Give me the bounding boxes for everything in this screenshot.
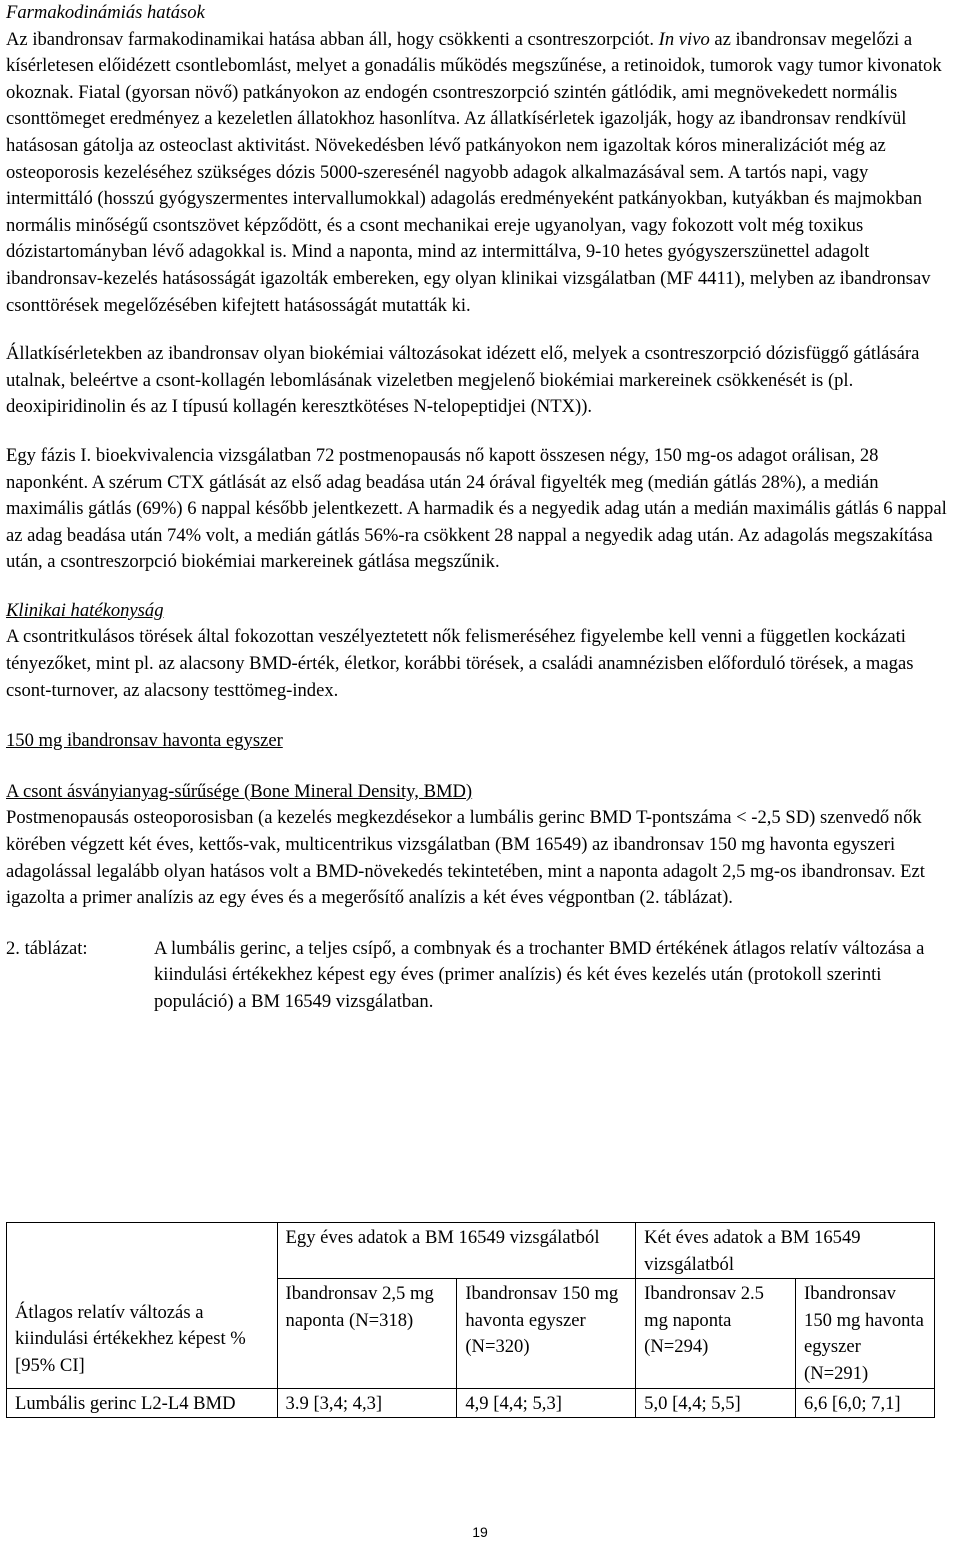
table-caption-label: 2. táblázat: xyxy=(6,937,88,959)
paragraph-pharmacodynamics-2: Állatkísérletekben az ibandronsav olyan biokémiai változásokat idézett elő, melyek a csontreszorpció dózisfüggő gátlására utalnak, beleértve a csont-kollagén lebomlásának vizeletben megjelenő biokémiai markereinek csökkenését is (pl. deoxipiridinolin és az I típusú kollagén keresztkötéses N-telopeptidjei (NTX)). xyxy=(6,343,920,418)
page-number: 19 xyxy=(472,1524,488,1540)
table-caption-text: A lumbális gerinc, a teljes csípő, a combnyak és a trochanter BMD értékének átlagos relatív változása a kiindulási értékekhez képest egy éves (primer analízis) és két éves kezelés után (protokoll szerinti populáció) a BM 16549 vizsgálatban. xyxy=(154,937,925,1012)
column-header: Ibandronsav 150 mg havonta egyszer (N=320) xyxy=(457,1279,636,1388)
table-cell: 6,6 [6,0; 7,1] xyxy=(796,1388,935,1418)
bmd-table xyxy=(6,1222,935,1418)
paragraph-pharmacodynamics-1 xyxy=(6,27,954,320)
table-cell: 3.9 [3,4; 4,3] xyxy=(277,1388,457,1418)
subheading-monthly-dose: 150 mg ibandronsav havonta egyszer xyxy=(6,730,283,752)
table-row xyxy=(7,1388,935,1418)
paragraph-bmd: Postmenopausás osteoporosisban (a kezelés megkezdésekor a lumbális gerinc BMD T-pontszáma < -2,5 SD) szenvedő nők körében végzett két éves, kettős-vak, multicentrikus vizsgálatban (BM 16549) az ibandronsav 150 mg havonta egyszeri adagolással legalább olyan hatásos volt a BMD-növekedés tekintetében, mint a naponta adagolt 2,5 mg-os ibandronsav. Ezt igazolta a primer analízis az egy éves és a megerősítő analízis a két éves végpontban (2. táblázat). xyxy=(6,807,925,909)
column-header: Ibandronsav 150 mg havonta egyszer (N=291) xyxy=(796,1279,935,1388)
section-title-clinical-efficacy: Klinikai hatékonyság xyxy=(6,599,164,621)
column-header: Ibandronsav 2,5 mg naponta (N=318) xyxy=(277,1279,457,1388)
group-header-two-year: Két éves adatok a BM 16549 vizsgálatból xyxy=(636,1223,935,1279)
group-header-one-year: Egy éves adatok a BM 16549 vizsgálatból xyxy=(277,1223,636,1279)
section-title-pharmacodynamics: Farmakodinámiás hatások xyxy=(6,2,205,23)
paragraph-text: az ibandronsav megelőzi a kísérletesen előidézett csontlebomlást, melyet a gonadális működés megszűnése, a retinoidok, tumorok vagy tumor kivonatok okoznak. Fiatal (gyorsan növő) patkányokon az endogén csontreszorpció szintén gátlódik, ami megnövekedett normális csonttömeget eredményez a kezeletlen állatokhoz hasonlítva. Az állatkísérletek igazolják, hogy az ibandronsav rendkívül hatásosan gátolja az osteoclast aktivitást. Növekedésben lévő patkányokon nem igazoltak kóros mineralizációt még az osteoporosis kezeléséhez szükséges dózis 5000-szeresénél nagyobb adagok alkalmazásával sem. A tartós napi, vagy intermittáló (hosszú gyógyszermentes intervallumokkal) adagolás eredményeként patkányokban, kutyákban és majmokban normális minőségű csontszövet képződött, és a csont mechanikai ereje ugyanolyan, vagy fokozott volt még toxikus dózistartományban lévő adagokkal is. Mind a naponta, mind az intermittálva, 9-10 hetes gyógyszerszünettel adagolt ibandronsav-kezelés hatásosságát igazolták embereken, egy olyan klinikai vizsgálatban (MF 4411), melyben az ibandronsav csonttörések megelőzésében kifejtett hatásosságát mutatták ki. xyxy=(6,28,942,316)
subheading-bmd: A csont ásványianyag-sűrűsége (Bone Mineral Density, BMD) xyxy=(6,780,473,802)
paragraph-text: Az ibandronsav farmakodinamikai hatása abban áll, hogy csökkenti a csontreszorpciót. xyxy=(6,28,659,50)
table-caption xyxy=(6,936,954,1016)
row-label: Lumbális gerinc L2-L4 BMD xyxy=(7,1388,278,1418)
table-header-row xyxy=(7,1223,935,1279)
column-header: Ibandronsav 2.5 mg naponta (N=294) xyxy=(636,1279,796,1388)
paragraph-pharmacodynamics-3: Egy fázis I. bioekvivalencia vizsgálatban 72 postmenopausás nő kapott összesen négy, 150 mg-os adagot orálisan, 28 naponként. A szérum CTX gátlását az első adag beadása után 24 órával figyelték meg (medián gátlás 28%), a medián maximális gátlás (69%) 6 nappal később jelentkezett. A harmadik és a negyedik adag után a medián maximális gátlás 6 nappal az adag beadása után 74% volt, a medián gátlás 56%-ra csökkent 28 nappal a negyedik adag után. Az adagolás megszakítása után, a csontreszorpció biokémiai markereinek gátlása megszűnik. xyxy=(6,444,947,573)
row-header-cell: Átlagos relatív változás a kiindulási értékekhez képest % [95% CI] xyxy=(7,1223,278,1389)
paragraph-clinical-1: A csontritkulásos törések által fokozottan veszélyeztetett nők felismeréséhez figyelembe kell venni a független kockázati tényezőket, mint pl. az alacsony BMD-érték, életkor, korábbi törések, a családi anamnézisben előforduló törések, a magas csont-turnover, az alacsony testtömeg-index. xyxy=(6,626,914,701)
in-vivo-text: In vivo xyxy=(658,28,710,50)
table-cell: 5,0 [4,4; 5,5] xyxy=(636,1388,796,1418)
document-page xyxy=(6,0,954,1540)
table-cell: 4,9 [4,4; 5,3] xyxy=(457,1388,636,1418)
